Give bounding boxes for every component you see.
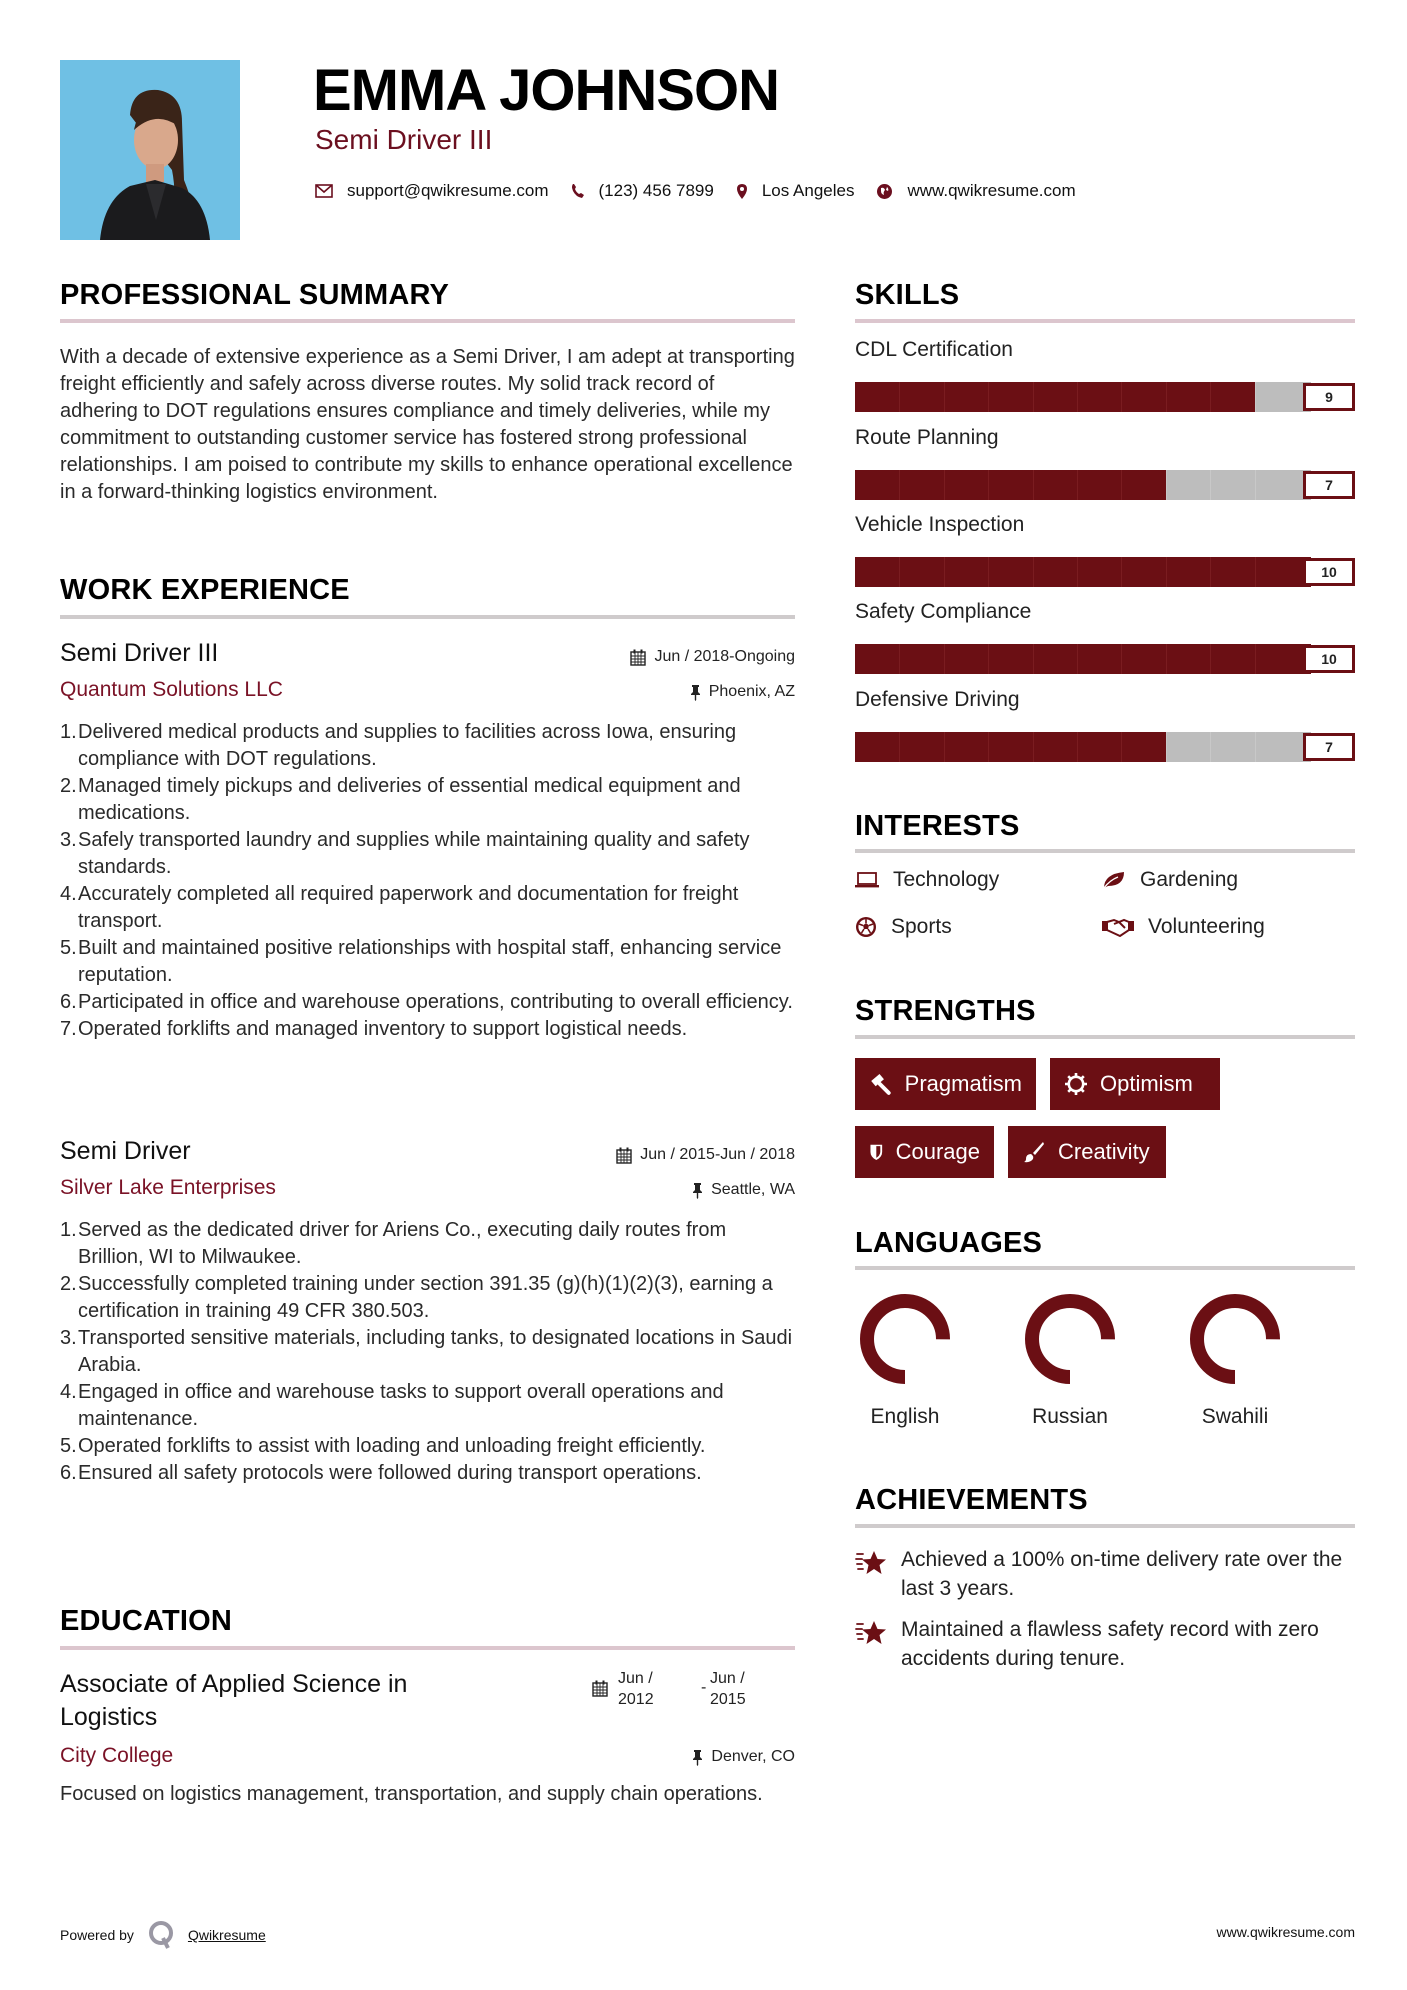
- job-bullets: [60, 719, 795, 1043]
- skill-label: Safety Compliance: [855, 600, 1032, 623]
- skill-segment: [1166, 382, 1210, 412]
- languages-divider: [855, 1266, 1355, 1270]
- list-item: 5. Operated forklifts to assist with loading and unloading freight efficiently.: [60, 1435, 706, 1457]
- phone-text: (123) 456 7899: [598, 181, 714, 200]
- soccer-ball-icon: [855, 916, 877, 938]
- list-item: 3. Safely transported laundry and supplies while maintaining quality and safety standards.: [60, 829, 750, 878]
- skill-segment: [1166, 644, 1210, 674]
- education-dates: [592, 1668, 792, 1710]
- skill-segment: [944, 557, 988, 587]
- school-name: City College: [60, 1744, 174, 1767]
- pushpin-icon: [690, 684, 701, 701]
- company-name: Silver Lake Enterprises: [60, 1176, 276, 1199]
- pushpin-icon: [692, 1182, 703, 1199]
- phone-icon: [571, 183, 585, 199]
- experience-heading: WORK EXPERIENCE: [60, 574, 350, 606]
- laptop-icon: [855, 872, 879, 888]
- list-item: 5. Built and maintained positive relationships with hospital staff, enhancing service reputation.: [60, 937, 782, 986]
- skill-bar: [855, 644, 1355, 674]
- achievements-heading: ACHIEVEMENTS: [855, 1484, 1088, 1516]
- skill-bar: [855, 732, 1355, 762]
- achievement-item: Achieved a 100% on-time delivery rate over the last 3 years.: [855, 1545, 1355, 1603]
- skill-segment: [988, 732, 1032, 762]
- skill-segment: [855, 644, 899, 674]
- envelope-icon: [315, 184, 333, 198]
- skill-segment: [899, 732, 943, 762]
- skill-label: CDL Certification: [855, 338, 1013, 361]
- skill-segment: [1077, 557, 1121, 587]
- languages-heading: LANGUAGES: [855, 1227, 1043, 1259]
- contact-row: [315, 178, 1098, 204]
- skill-segment: [899, 557, 943, 587]
- summary-heading: PROFESSIONAL SUMMARY: [60, 279, 450, 311]
- skill-segment: [944, 382, 988, 412]
- language-item: [1010, 1291, 1130, 1429]
- shield-icon: [869, 1140, 884, 1164]
- date-separator: -: [701, 1679, 707, 1696]
- skill-segment: [899, 470, 943, 500]
- qwikresume-link[interactable]: Qwikresume: [187, 1927, 266, 1943]
- education-divider: [60, 1646, 795, 1650]
- skill-segment: [1077, 470, 1121, 500]
- candidate-title: Semi Driver III: [315, 124, 493, 155]
- handshake-icon: [1102, 917, 1134, 937]
- skills-divider: [855, 319, 1355, 323]
- skill-segment: [1077, 644, 1121, 674]
- language-ring-icon: [1187, 1291, 1283, 1387]
- shooting-star-icon: [855, 1619, 887, 1647]
- skill-segment: [1166, 470, 1210, 500]
- powered-by-label: Powered by: [60, 1927, 134, 1943]
- list-item: 7. Operated forklifts and managed inventory to support logistical needs.: [60, 1018, 688, 1040]
- summary-text: With a decade of extensive experience as a Semi Driver, I am adept at transporting freight efficiently and safely across diverse routes. My solid track record of adhering to DOT regulations ensures compliance and timely deliveries, while my commitment to outstanding customer service has fostered strong professional relationships. I am poised to contribute my skills to enhance operational excellence in a forward-thinking logistics environment.: [60, 346, 795, 503]
- skill-segment: [1121, 470, 1165, 500]
- globe-icon: [876, 183, 893, 200]
- skill-label: Vehicle Inspection: [855, 513, 1025, 536]
- skill-bar: [855, 382, 1355, 412]
- skill-segment: [988, 382, 1032, 412]
- website-text: www.qwikresume.com: [907, 181, 1076, 200]
- skill-label: Defensive Driving: [855, 688, 1020, 711]
- skill-score-badge: 7: [1303, 471, 1355, 499]
- strength-courage: Courage: [855, 1126, 994, 1178]
- skill-segment: [1121, 382, 1165, 412]
- list-item: 6. Participated in office and warehouse operations, contributing to overall efficiency.: [60, 991, 793, 1013]
- list-item: 3. Transported sensitive materials, including tanks, to designated locations in Saudi Arabia.: [60, 1327, 793, 1376]
- calendar-icon: [630, 649, 646, 666]
- powered-by: [60, 1920, 266, 1950]
- qwikresume-logo-icon: [148, 1920, 176, 1950]
- interest-volunteering: Volunteering: [1102, 915, 1265, 939]
- language-label: Swahili: [1201, 1405, 1269, 1428]
- education-location: Denver, CO: [495, 1746, 795, 1768]
- leaf-icon: [1102, 870, 1126, 890]
- contact-email[interactable]: [315, 181, 549, 201]
- interests-divider: [855, 849, 1355, 853]
- skill-segment: [855, 382, 899, 412]
- skills-heading: SKILLS: [855, 279, 960, 311]
- email-text: support@qwikresume.com: [347, 181, 549, 200]
- job-dates: Jun / 2018-Ongoing: [495, 646, 795, 668]
- skill-segment: [899, 644, 943, 674]
- contact-phone[interactable]: [571, 181, 714, 201]
- list-item: 2. Managed timely pickups and deliveries of essential medical equipment and medications.: [60, 775, 741, 824]
- skill-segment: [1077, 732, 1121, 762]
- interest-sports: Sports: [855, 915, 952, 939]
- list-item: 1. Served as the dedicated driver for Ariens Co., executing daily routes from Brillion, WI to Milwaukee.: [60, 1219, 727, 1268]
- language-ring-icon: [857, 1291, 953, 1387]
- skill-segment: [988, 644, 1032, 674]
- job-title: Semi Driver III: [60, 639, 219, 667]
- education-start-date: Jun / 2012: [618, 1670, 654, 1708]
- education-end-date: Jun / 2015: [710, 1670, 746, 1708]
- skill-segment: [1033, 732, 1077, 762]
- skill-segment: [1210, 644, 1254, 674]
- interest-technology: Technology: [855, 868, 999, 892]
- skill-segment: [855, 557, 899, 587]
- achievement-item: Maintained a flawless safety record with zero accidents during tenure.: [855, 1615, 1355, 1673]
- language-ring-icon: [1022, 1291, 1118, 1387]
- skill-score-badge: 10: [1303, 645, 1355, 673]
- contact-location: [736, 181, 855, 201]
- skill-segment: [1210, 557, 1254, 587]
- skill-segment: [988, 470, 1032, 500]
- skill-segment: [1210, 382, 1254, 412]
- skill-bar: [855, 470, 1355, 500]
- skill-segment: [1166, 557, 1210, 587]
- skill-segment: [1077, 382, 1121, 412]
- skill-segment: [944, 732, 988, 762]
- skill-segment: [1121, 732, 1165, 762]
- summary-divider: [60, 319, 795, 323]
- experience-divider: [60, 615, 795, 619]
- skill-label: Route Planning: [855, 426, 999, 449]
- contact-website[interactable]: [876, 181, 1075, 201]
- skill-segment: [1210, 470, 1254, 500]
- degree-title: Associate of Applied Science in Logistics: [60, 1670, 408, 1731]
- paintbrush-icon: [1022, 1140, 1046, 1164]
- company-name: Quantum Solutions LLC: [60, 678, 283, 701]
- skill-segment: [1166, 732, 1210, 762]
- skill-segment: [944, 470, 988, 500]
- skill-bar: [855, 557, 1355, 587]
- job-location: Seattle, WA: [495, 1179, 795, 1201]
- skill-segment: [988, 557, 1032, 587]
- job-title: Semi Driver: [60, 1137, 191, 1165]
- education-heading: EDUCATION: [60, 1605, 233, 1637]
- strength-creativity: Creativity: [1008, 1126, 1166, 1178]
- skill-segment: [1033, 644, 1077, 674]
- calendar-icon: [592, 1680, 608, 1697]
- list-item: 2. Successfully completed training under section 391.35 (g)(h)(1)(2)(3), earning a certification in training 49 CFR 380.503.: [60, 1273, 773, 1322]
- skill-score-badge: 7: [1303, 733, 1355, 761]
- person-portrait-icon: [60, 60, 240, 240]
- sun-icon: [1064, 1072, 1088, 1096]
- gavel-icon: [869, 1072, 893, 1096]
- skill-segment: [1033, 557, 1077, 587]
- strength-optimism: Optimism: [1050, 1058, 1220, 1110]
- language-label: Russian: [1032, 1405, 1108, 1428]
- interests-heading: INTERESTS: [855, 810, 1020, 842]
- interest-gardening: Gardening: [1102, 868, 1238, 892]
- profile-photo: [60, 60, 240, 240]
- calendar-icon: [616, 1147, 632, 1164]
- education-description: Focused on logistics management, transportation, and supply chain operations.: [60, 1783, 763, 1805]
- skill-segment: [855, 732, 899, 762]
- list-item: 4. Engaged in office and warehouse tasks to support overall operations and maintenance.: [60, 1381, 724, 1430]
- skill-score-badge: 10: [1303, 558, 1355, 586]
- strengths-heading: STRENGTHS: [855, 995, 1036, 1027]
- skill-segment: [1210, 732, 1254, 762]
- skill-segment: [1121, 557, 1165, 587]
- skill-segment: [1121, 644, 1165, 674]
- job-dates: Jun / 2015-Jun / 2018: [475, 1144, 795, 1166]
- skill-segment: [1033, 382, 1077, 412]
- skill-segment: [1033, 470, 1077, 500]
- skill-segment: [855, 470, 899, 500]
- list-item: 1. Delivered medical products and supplies to facilities across Iowa, ensuring compliance with DOT regulations.: [60, 721, 737, 770]
- shooting-star-icon: [855, 1549, 887, 1577]
- map-pin-icon: [736, 183, 748, 200]
- skill-score-badge: 9: [1303, 383, 1355, 411]
- candidate-name: EMMA JOHNSON: [313, 58, 779, 123]
- job-bullets: [60, 1217, 795, 1487]
- skill-segment: [944, 644, 988, 674]
- language-item: [1175, 1291, 1295, 1429]
- list-item: 6. Ensured all safety protocols were followed during transport operations.: [60, 1462, 702, 1484]
- strength-pragmatism: Pragmatism: [855, 1058, 1036, 1110]
- pushpin-icon: [692, 1749, 703, 1766]
- list-item: 4. Accurately completed all required paperwork and documentation for freight transport.: [60, 883, 739, 932]
- job-location: Phoenix, AZ: [495, 681, 795, 703]
- skill-segment: [899, 382, 943, 412]
- language-item: [845, 1291, 965, 1429]
- footer-website[interactable]: www.qwikresume.com: [1216, 1924, 1355, 1940]
- location-text: Los Angeles: [761, 181, 855, 200]
- achievements-divider: [855, 1524, 1355, 1528]
- strengths-divider: [855, 1035, 1355, 1039]
- language-label: English: [870, 1405, 940, 1428]
